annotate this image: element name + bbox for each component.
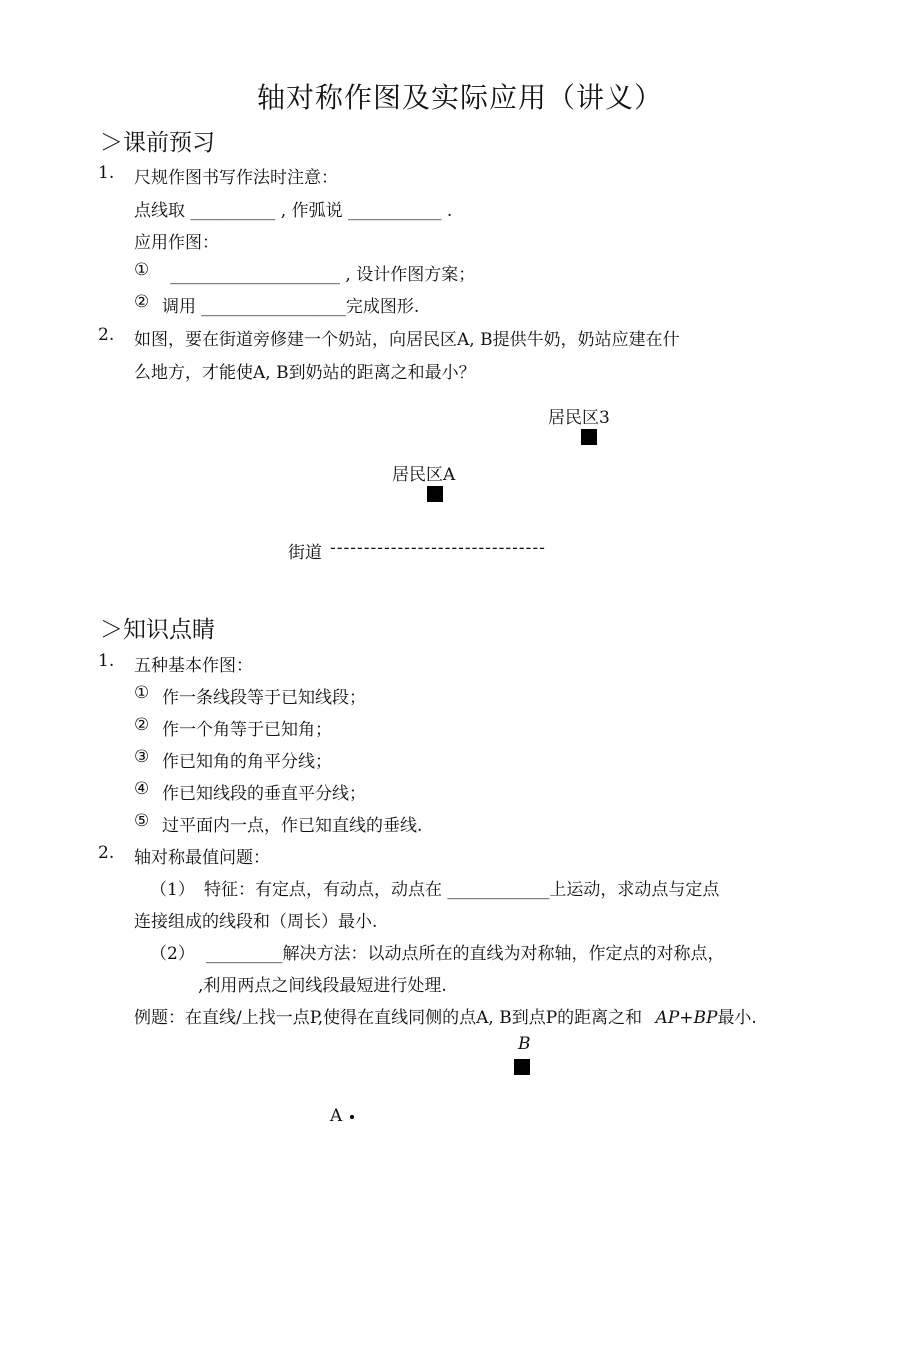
example-formula: AP+BP xyxy=(655,1008,718,1028)
q2-text-line1: 如图，要在街道旁修建一个奶站，向居民区A, B提供牛奶，奶站应建在什 xyxy=(134,330,680,350)
point-a-dot xyxy=(350,1115,354,1119)
example-text xyxy=(134,1003,757,1028)
q1-line2: 点线取 __________ , 作弧说 ___________ . xyxy=(134,201,453,221)
construction-item-mark: ⑤ xyxy=(134,811,150,831)
example-end: 最小. xyxy=(717,1008,757,1028)
construction-item: 作一条线段等于已知线段； xyxy=(162,688,366,708)
q1-line4-mark: ① xyxy=(134,260,150,280)
construction-item-mark: ④ xyxy=(134,779,150,799)
construction-item: 作一个角等于已知角； xyxy=(162,720,332,740)
point-a-label: A xyxy=(330,1106,343,1126)
residential-b-label: 居民区3 xyxy=(548,408,610,428)
p1-text: 五种基本作图： xyxy=(134,656,253,676)
sub2-line2: ,利用两点之间线段最短进行处理. xyxy=(198,976,447,996)
construction-item-mark: ② xyxy=(134,715,150,735)
sub1-mark: （1） xyxy=(150,880,195,900)
q1-number: 1. xyxy=(98,163,115,183)
q1-text: 尺规作图书写作法时注意： xyxy=(134,168,338,188)
page-title: 轴对称作图及实际应用（讲义） xyxy=(256,81,663,114)
residential-a-label: 居民区A xyxy=(392,465,456,485)
construction-item: 作已知角的角平分线； xyxy=(162,752,332,772)
sub2-mark: （2） xyxy=(150,944,195,964)
sub2-line1: _________解决方法：以动点所在的直线为对称轴，作定点的对称点， xyxy=(206,944,725,964)
p2-text: 轴对称最值问题： xyxy=(134,848,270,868)
construction-item-mark: ③ xyxy=(134,747,150,767)
q1-line3: 应用作图： xyxy=(134,233,219,253)
p1-number: 1. xyxy=(98,651,115,671)
construction-item-mark: ① xyxy=(134,683,150,703)
sub1-line1: 特征：有定点，有动点，动点在 ____________上运动，求动点与定点 xyxy=(204,880,720,900)
section-heading-preview: ＞课前预习 xyxy=(100,130,215,156)
point-b-marker xyxy=(514,1059,530,1075)
residential-b-marker xyxy=(581,429,597,445)
p2-number: 2. xyxy=(98,843,115,863)
section-heading-knowledge: ＞知识点睛 xyxy=(100,617,215,643)
point-b-label: B xyxy=(518,1034,531,1054)
q1-line5: 调用 _________________完成图形. xyxy=(162,297,420,317)
construction-item: 作已知线段的垂直平分线； xyxy=(162,784,366,804)
example-statement: 例题：在直线/上找一点P,使得在直线同侧的点A, B到点P的距离之和 xyxy=(134,1008,643,1028)
q1-line4: ____________________ , 设计作图方案； xyxy=(170,265,476,285)
q2-number: 2. xyxy=(98,325,115,345)
residential-a-marker xyxy=(427,486,443,502)
q1-line5-mark: ② xyxy=(134,292,150,312)
street-label: 街道 xyxy=(288,543,322,563)
sub1-line2: 连接组成的线段和（周长）最小. xyxy=(134,912,378,932)
construction-item: 过平面内一点，作已知直线的垂线. xyxy=(162,816,423,836)
point-a xyxy=(330,1106,354,1126)
q2-text-line2: 么地方，才能使A, B到奶站的距离之和最小？ xyxy=(134,363,476,383)
street-line: -------------------------------- xyxy=(330,538,546,558)
